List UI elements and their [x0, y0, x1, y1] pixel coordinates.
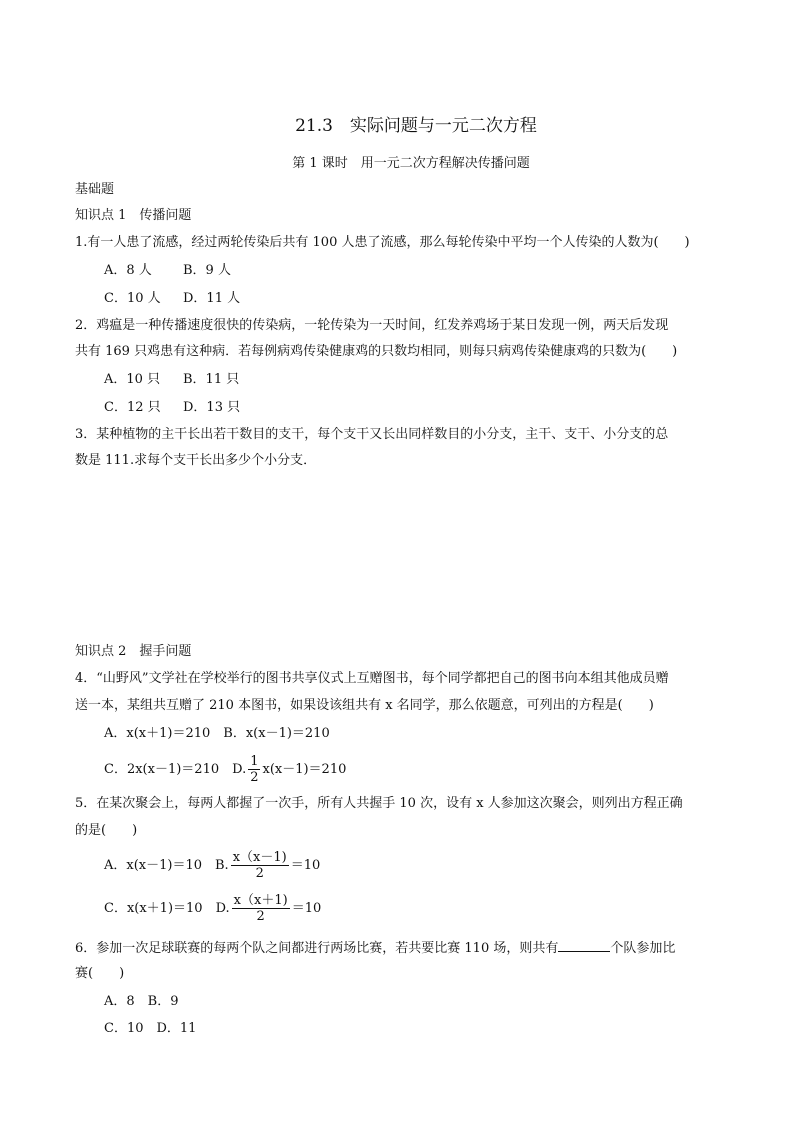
question-3-line-2: 数是 111.求每个支干长出多少个小分支．	[75, 453, 317, 468]
question-4-options-cd	[104, 754, 346, 785]
question-5-options-cd	[104, 893, 321, 924]
question-5-options-ab	[104, 850, 320, 881]
question-2-option-a: A．10 只	[104, 372, 161, 387]
question-5-option-a: A．x(x－1)＝10 B.	[104, 858, 229, 873]
question-1-option-d: D．11 人	[183, 291, 241, 306]
question-1-option-b: B．9 人	[183, 263, 231, 278]
question-4-line-2: 送一本，某组共互赠了 210 本图书，如果设该组共有 x 名同学，那么依题意，可列出的方程是( )	[75, 698, 654, 713]
question-4-option-d-fraction	[248, 754, 260, 785]
question-5-option-d-fraction	[232, 893, 290, 924]
question-2-option-c: C．12 只	[104, 400, 161, 415]
question-6-options-cd: C．10 D．11	[104, 1021, 197, 1036]
answer-blank	[558, 938, 610, 952]
question-4-options-ab: A．x(x＋1)＝210 B．x(x－1)＝210	[104, 726, 330, 741]
question-1-option-a: A．8 人	[104, 263, 152, 278]
question-1-stem: 1.有一人患了流感，经过两轮传染后共有 100 人患了流感，那么每轮传染中平均一个人传染的人数为( )	[75, 235, 690, 250]
question-4-line-1: 4．“山野风”文学社在学校举行的图书共享仪式上互赠图书，每个同学都把自己的图书向本组其他成员赠	[75, 671, 669, 686]
question-5-option-c: C．x(x＋1)＝10 D.	[104, 901, 230, 916]
fraction-numerator: x（x＋1)	[233, 893, 288, 908]
question-5-option-b-fraction	[231, 850, 289, 881]
question-2-line-2: 共有 169 只鸡患有这种病．若每例病鸡传染健康鸡的只数均相同，则每只病鸡传染健康鸡的只数为( )	[75, 344, 678, 359]
question-2-option-d: D．13 只	[183, 400, 241, 415]
question-6-line-2: 赛( )	[75, 966, 125, 981]
question-4-option-d-rest: x(x－1)＝210	[262, 762, 347, 777]
section-heading: 基础题	[75, 182, 115, 197]
question-2-option-b: B．11 只	[183, 372, 240, 387]
question-3-line-1: 3．某种植物的主干长出若干数目的支干，每个支干又长出同样数目的小分支，主干、支干、小分支的总	[75, 427, 669, 442]
knowledge-point-1: 知识点 1 传播问题	[75, 208, 192, 223]
fraction-numerator: 1	[250, 754, 259, 769]
fraction-denominator: 2	[231, 865, 289, 881]
page-title: 21.3 实际问题与一元二次方程	[295, 116, 537, 136]
question-6-line-1	[75, 938, 675, 958]
page-subtitle: 第 1 课时 用一元二次方程解决传播问题	[292, 156, 530, 171]
fraction-denominator: 2	[232, 908, 290, 924]
question-2-line-1: 2．鸡瘟是一种传播速度很快的传染病，一轮传染为一天时间，红发养鸡场于某日发现一例，两天后发现	[75, 318, 669, 333]
knowledge-point-2: 知识点 2 握手问题	[75, 644, 192, 659]
fraction-numerator: x（x－1)	[232, 850, 287, 865]
question-1-option-c: C．10 人	[104, 291, 161, 306]
question-4-option-c: C．2x(x－1)＝210 D.	[104, 762, 247, 777]
fraction-denominator: 2	[250, 770, 259, 785]
question-5-option-d-rest: ＝10	[291, 901, 322, 916]
question-5-option-b-rest: ＝10	[290, 858, 321, 873]
question-5-line-1: 5．在某次聚会上，每两人都握了一次手，所有人共握手 10 次，设有 x 人参加这次聚会，则列出方程正确	[75, 796, 683, 811]
question-6-text-after-blank: 个队参加比	[610, 941, 676, 956]
question-6-text-before-blank: 6．参加一次足球联赛的每两个队之间都进行两场比赛，若共要比赛 110 场，则共有	[75, 941, 559, 956]
question-5-line-2: 的是( )	[75, 823, 138, 838]
question-6-options-ab: A．8 B．9	[104, 994, 179, 1009]
